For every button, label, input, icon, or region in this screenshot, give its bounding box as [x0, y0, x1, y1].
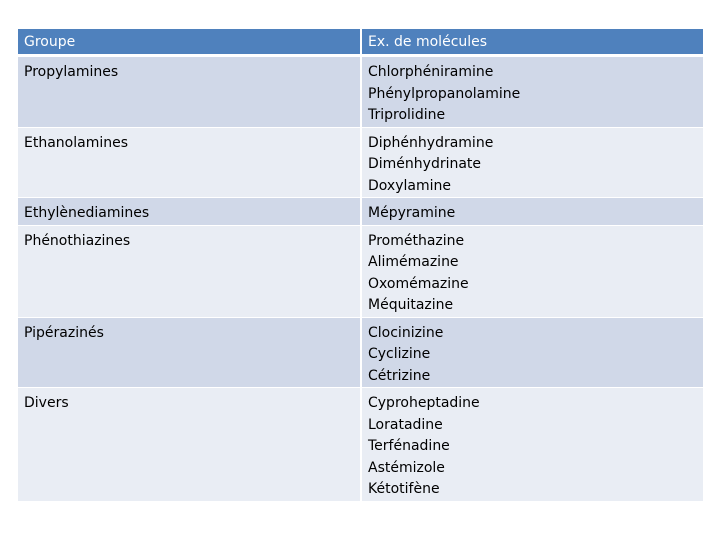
table-row	[18, 387, 703, 501]
molecule-name: Oxomémazine	[368, 275, 469, 292]
molecules-cell	[360, 317, 703, 388]
molecule-name: Cyclizine	[368, 346, 431, 362]
molecule-name: Mépyramine	[368, 205, 456, 221]
table-row	[18, 127, 703, 198]
table-body	[18, 56, 703, 501]
molecule-name: Cyproheptadine	[368, 395, 480, 411]
molecules-cell	[360, 197, 703, 225]
table-row	[18, 225, 703, 317]
group-cell: Propylamines	[18, 56, 360, 127]
molecule-name: Prométhazine	[368, 232, 465, 249]
header-molecules: Ex. de molécules	[360, 29, 703, 56]
molecule-name: Triprolidine	[368, 107, 446, 123]
molecule-name: Doxylamine	[368, 177, 451, 194]
molecule-name: Alimémazine	[368, 254, 459, 270]
molecule-name: Diménhydrinate	[368, 156, 482, 172]
molecules-cell	[360, 56, 703, 127]
table-row	[18, 56, 703, 127]
molecule-name: Loratadine	[368, 416, 443, 433]
molecule-name: Méquitazine	[368, 297, 454, 313]
molecule-name: Clocinizine	[368, 324, 444, 341]
molecule-name: Kétotifène	[368, 481, 440, 497]
molecule-name: Chlorphéniramine	[368, 64, 494, 80]
molecule-name: Diphénhydramine	[368, 134, 494, 151]
group-cell: Pipérazinés	[18, 317, 360, 388]
molecule-name: Cétrizine	[368, 367, 431, 384]
header-group: Groupe	[18, 29, 360, 56]
antihistamine-table	[18, 29, 703, 501]
molecules-cell	[360, 127, 703, 198]
group-cell: Ethanolamines	[18, 127, 360, 198]
group-cell: Ethylènediamines	[18, 197, 360, 225]
molecules-cell	[360, 387, 703, 501]
molecule-name: Astémizole	[368, 459, 445, 476]
table-row	[18, 317, 703, 388]
group-cell: Phénothiazines	[18, 225, 360, 317]
molecules-cell	[360, 225, 703, 317]
group-cell: Divers	[18, 387, 360, 501]
molecule-name: Terfénadine	[368, 438, 450, 454]
molecule-name: Phénylpropanolamine	[368, 85, 521, 102]
table-row	[18, 197, 703, 225]
table-header-row	[18, 29, 703, 56]
